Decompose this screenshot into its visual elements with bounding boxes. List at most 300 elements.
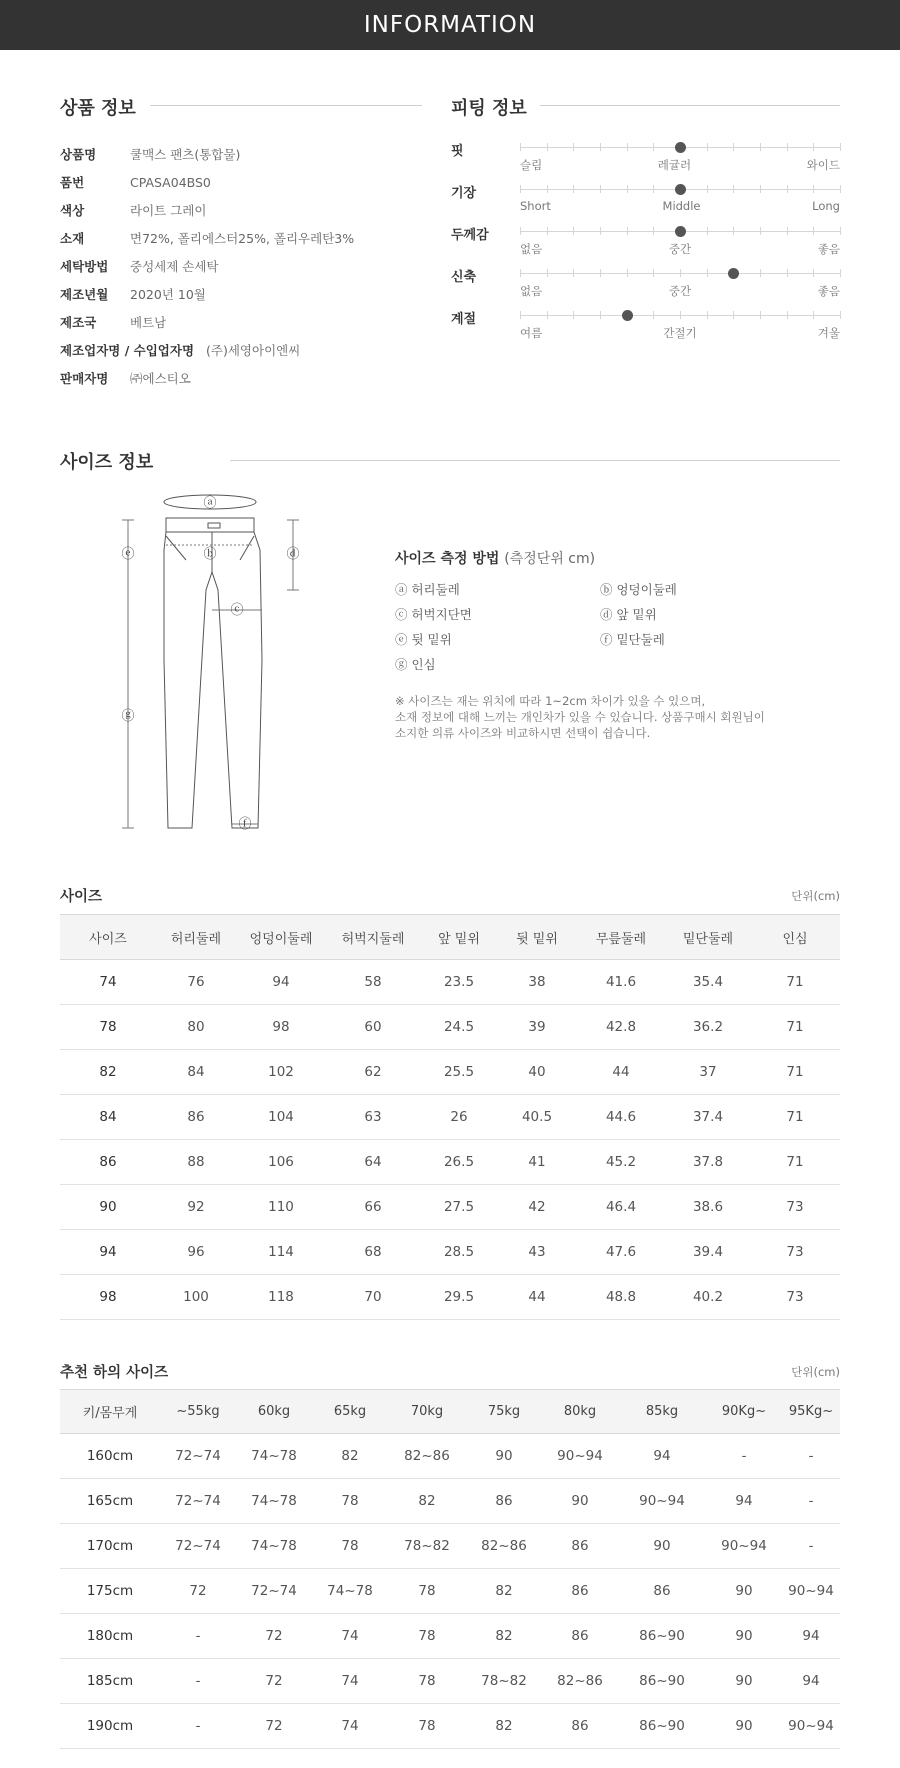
table-cell: 40 [498, 1050, 576, 1095]
table-header-cell: 85kg [618, 1390, 706, 1434]
fitting-row [451, 308, 841, 350]
table-cell: 90 [618, 1524, 706, 1569]
table-cell: 110 [236, 1185, 326, 1230]
table-row [60, 1704, 840, 1749]
scale-tick [680, 269, 681, 277]
table-row [60, 1050, 840, 1095]
product-info-value: 중성세제 손세탁 [130, 259, 219, 274]
table-cell: 39 [498, 1005, 576, 1050]
table-cell: 90 [706, 1704, 782, 1749]
table-cell: 90 [542, 1479, 618, 1524]
fitting-label: 핏 [451, 144, 464, 159]
table-cell: 90 [60, 1185, 156, 1230]
table-cell: 35.4 [666, 960, 750, 1005]
table-cell: 90~94 [706, 1524, 782, 1569]
table-cell: 86 [466, 1479, 542, 1524]
table-cell: 94 [782, 1659, 840, 1704]
table-row [60, 1140, 840, 1185]
table-cell: 94 [60, 1230, 156, 1275]
table-cell: 71 [750, 960, 840, 1005]
table-cell: 78~82 [388, 1524, 466, 1569]
header-bar [0, 0, 900, 50]
mark-d: ⓓ [286, 547, 300, 562]
table-cell: 100 [156, 1275, 236, 1320]
table-header-cell: 앞 밑위 [420, 915, 498, 960]
scale-tick [680, 311, 681, 319]
product-info-row [60, 280, 420, 308]
scale-tick [547, 143, 548, 151]
scale-tick [653, 311, 654, 319]
table-cell: 98 [236, 1005, 326, 1050]
table-cell: 78 [60, 1005, 156, 1050]
table-cell: 45.2 [576, 1140, 666, 1185]
table-row [60, 1614, 840, 1659]
measure-title: 사이즈 측정 방법 (측정단위 cm) [395, 551, 596, 567]
table-cell: 94 [236, 960, 326, 1005]
note-line: 소지한 의류 사이즈와 비교하시면 선택이 쉽습니다. [395, 726, 651, 741]
scale-tick [627, 185, 628, 193]
table-cell: 90~94 [782, 1569, 840, 1614]
table-cell: 25.5 [420, 1050, 498, 1095]
table-cell: 86 [542, 1524, 618, 1569]
table-header-cell: 키/몸무게 [60, 1390, 160, 1434]
scale-tick [760, 143, 761, 151]
product-info-row [60, 252, 420, 280]
table-header-cell: 허벅지둘레 [326, 915, 420, 960]
product-info-row [60, 168, 420, 196]
scale-tick [733, 185, 734, 193]
divider [230, 460, 840, 461]
table-cell: 41 [498, 1140, 576, 1185]
table-cell: - [160, 1614, 236, 1659]
scale-tick [840, 311, 841, 319]
table-cell: 44 [576, 1050, 666, 1095]
table-cell: - [160, 1704, 236, 1749]
table-row [60, 1185, 840, 1230]
table-cell: 86 [542, 1704, 618, 1749]
table-cell: 42 [498, 1185, 576, 1230]
table-cell: 118 [236, 1275, 326, 1320]
table-header-cell: 75kg [466, 1390, 542, 1434]
table-cell: 82~86 [542, 1659, 618, 1704]
measure-item: ⓒ 허벅지단면 [395, 607, 472, 622]
product-info-key: 품번 [60, 175, 85, 190]
product-info-value: (주)세영아이엔씨 [206, 343, 301, 358]
note-line: 소재 정보에 대해 느끼는 개인차가 있을 수 있습니다. 상품구매시 회원님이 [395, 710, 765, 725]
fitting-option: 없음 [520, 242, 543, 256]
table-cell: 90~94 [542, 1434, 618, 1479]
table-cell: 63 [326, 1095, 420, 1140]
fitting-level-dot [622, 310, 633, 321]
measure-item: ⓓ 앞 밑위 [600, 607, 657, 622]
scale-tick [733, 311, 734, 319]
table-cell: 86~90 [618, 1704, 706, 1749]
size-info-title: 사이즈 정보 [60, 452, 154, 473]
table-header-cell: 사이즈 [60, 915, 156, 960]
table-cell: 165cm [60, 1479, 160, 1524]
table-cell: 44 [498, 1275, 576, 1320]
table-cell: 72 [236, 1614, 312, 1659]
product-info-key: 제조년월 [60, 287, 109, 302]
table-cell: 41.6 [576, 960, 666, 1005]
scale-tick [840, 269, 841, 277]
table-cell: 64 [326, 1140, 420, 1185]
scale-tick [787, 269, 788, 277]
scale-tick [627, 143, 628, 151]
table-row [60, 1434, 840, 1479]
measure-item: ⓐ 허리둘레 [395, 582, 460, 597]
mark-g: ⓖ [121, 709, 135, 724]
table-header-cell: 80kg [542, 1390, 618, 1434]
product-info-list [60, 140, 420, 392]
table-cell: 94 [782, 1614, 840, 1659]
scale-tick [600, 143, 601, 151]
scale-tick [600, 185, 601, 193]
mark-a: ⓐ [203, 496, 217, 511]
fitting-option: 중간 [668, 242, 692, 256]
table-cell: 98 [60, 1275, 156, 1320]
measure-item: ⓔ 뒷 밑위 [395, 632, 452, 647]
fitting-option: 좋음 [817, 284, 840, 298]
table-cell: 96 [156, 1230, 236, 1275]
scale-tick [840, 185, 841, 193]
header-title: INFORMATION [363, 12, 537, 38]
table-cell: 27.5 [420, 1185, 498, 1230]
table-header-cell: 허리둘레 [156, 915, 236, 960]
table-header-cell: 90Kg~ [706, 1390, 782, 1434]
product-info-row [60, 224, 420, 252]
table-cell: 37.8 [666, 1140, 750, 1185]
scale-tick [787, 311, 788, 319]
table-header-cell: 60kg [236, 1390, 312, 1434]
scale-tick [787, 227, 788, 235]
scale-tick [760, 269, 761, 277]
scale-tick [653, 269, 654, 277]
product-info-key: 세탁방법 [60, 259, 109, 274]
fitting-options [520, 283, 840, 299]
table-cell: 82 [60, 1050, 156, 1095]
scale-tick [813, 269, 814, 277]
product-info-key: 색상 [60, 203, 85, 218]
measure-item: ⓑ 엉덩이둘레 [600, 582, 677, 597]
rec-table-unit: 단위(cm) [791, 1365, 840, 1379]
mark-e: ⓔ [121, 547, 135, 562]
scale-tick [653, 227, 654, 235]
scale-tick [707, 227, 708, 235]
fitting-options [520, 157, 840, 173]
table-row [60, 960, 840, 1005]
table-cell: 86~90 [618, 1614, 706, 1659]
fitting-option: 레귤러 [657, 158, 692, 172]
measure-item: ⓖ 인심 [395, 657, 436, 672]
scale-tick [813, 227, 814, 235]
product-info-row [60, 196, 420, 224]
table-cell: 86 [60, 1140, 156, 1185]
table-cell: - [782, 1479, 840, 1524]
scale-tick [520, 185, 521, 193]
scale-tick [627, 269, 628, 277]
scale-tick [760, 227, 761, 235]
fitting-label: 기장 [451, 186, 477, 201]
scale-tick [813, 185, 814, 193]
product-info-row [60, 364, 420, 392]
table-cell: 73 [750, 1230, 840, 1275]
scale-tick [600, 227, 601, 235]
table-cell: 82 [312, 1434, 388, 1479]
table-cell: 74 [312, 1704, 388, 1749]
table-cell: 86 [156, 1095, 236, 1140]
product-info-value: 면72%, 폴리에스터25%, 폴리우레탄3% [130, 231, 355, 246]
scale-tick [573, 185, 574, 193]
scale-tick [520, 311, 521, 319]
table-cell: 78 [388, 1704, 466, 1749]
product-info-row [60, 336, 420, 364]
scale-tick [840, 227, 841, 235]
size-table-unit: 단위(cm) [791, 889, 840, 903]
table-cell: 82~86 [466, 1524, 542, 1569]
fitting-row [451, 224, 841, 266]
mark-c: ⓒ [230, 603, 244, 618]
table-cell: 73 [750, 1275, 840, 1320]
table-cell: 74~78 [236, 1524, 312, 1569]
table-cell: 29.5 [420, 1275, 498, 1320]
fitting-options [520, 325, 840, 341]
table-cell: 72~74 [160, 1524, 236, 1569]
table-cell: 86 [542, 1614, 618, 1659]
table-cell: 160cm [60, 1434, 160, 1479]
scale-tick [813, 143, 814, 151]
table-cell: 72 [160, 1569, 236, 1614]
table-header-cell: 70kg [388, 1390, 466, 1434]
fitting-option: 좋음 [817, 242, 840, 256]
table-row [60, 1005, 840, 1050]
scale-tick [653, 185, 654, 193]
fitting-options [520, 199, 840, 213]
size-table-title: 사이즈 [60, 889, 103, 905]
table-cell: 90 [706, 1614, 782, 1659]
table-cell: 72~74 [160, 1479, 236, 1524]
table-cell: 24.5 [420, 1005, 498, 1050]
fitting-label: 두께감 [451, 228, 489, 243]
fitting-options [520, 241, 840, 257]
table-cell: 92 [156, 1185, 236, 1230]
fitting-option: 와이드 [806, 158, 840, 172]
fitting-scale [520, 315, 840, 316]
scale-tick [573, 269, 574, 277]
table-cell: 26.5 [420, 1140, 498, 1185]
table-cell: 71 [750, 1095, 840, 1140]
product-info-value: 베트남 [130, 315, 167, 330]
table-header-cell: 95Kg~ [782, 1390, 840, 1434]
table-cell: 70 [326, 1275, 420, 1320]
fitting-scale [520, 273, 840, 274]
note-line: ※ 사이즈는 재는 위치에 따라 1~2cm 차이가 있을 수 있으며, [395, 694, 706, 708]
table-cell: 74~78 [236, 1479, 312, 1524]
table-header-cell: 뒷 밑위 [498, 915, 576, 960]
fitting-level-dot [675, 226, 686, 237]
table-row [60, 1479, 840, 1524]
scale-tick [787, 185, 788, 193]
scale-tick [573, 227, 574, 235]
mark-b: ⓑ [203, 547, 217, 562]
fitting-option: Middle [662, 199, 701, 213]
table-cell: 38.6 [666, 1185, 750, 1230]
fitting-option: 없음 [520, 284, 543, 298]
table-cell: 86 [618, 1569, 706, 1614]
table-cell: 78 [388, 1614, 466, 1659]
fitting-row [451, 266, 841, 308]
table-cell: 36.2 [666, 1005, 750, 1050]
scale-tick [653, 143, 654, 151]
table-cell: 48.8 [576, 1275, 666, 1320]
fitting-option: 겨울 [817, 326, 840, 340]
table-cell: 180cm [60, 1614, 160, 1659]
fitting-option: 간절기 [663, 326, 697, 340]
table-cell: 82 [466, 1614, 542, 1659]
table-cell: 60 [326, 1005, 420, 1050]
table-cell: 72 [236, 1704, 312, 1749]
table-row [60, 1659, 840, 1704]
table-cell: 66 [326, 1185, 420, 1230]
table-cell: 90 [706, 1659, 782, 1704]
table-cell: 106 [236, 1140, 326, 1185]
scale-tick [707, 311, 708, 319]
scale-tick [813, 311, 814, 319]
table-cell: 102 [236, 1050, 326, 1095]
scale-tick [733, 143, 734, 151]
table-cell: 39.4 [666, 1230, 750, 1275]
divider [540, 105, 840, 106]
table-cell: 38 [498, 960, 576, 1005]
product-info-key: 제조업자명 / 수입업자명 [60, 343, 195, 358]
scale-tick [840, 143, 841, 151]
fitting-option: Short [520, 199, 551, 213]
table-cell: 62 [326, 1050, 420, 1095]
table-cell: 78 [388, 1569, 466, 1614]
scale-tick [760, 185, 761, 193]
table-cell: 37.4 [666, 1095, 750, 1140]
scale-tick [547, 185, 548, 193]
table-cell: 74~78 [236, 1434, 312, 1479]
table-row [60, 1230, 840, 1275]
scale-tick [760, 311, 761, 319]
table-cell: 78 [312, 1524, 388, 1569]
table-cell: 94 [618, 1434, 706, 1479]
table-row [60, 1275, 840, 1320]
size-table [60, 914, 840, 1320]
table-cell: 86 [542, 1569, 618, 1614]
table-cell: 90~94 [618, 1479, 706, 1524]
table-header-cell: 무릎둘레 [576, 915, 666, 960]
table-header-cell: 밑단둘레 [666, 915, 750, 960]
table-cell: - [782, 1524, 840, 1569]
fitting-scale [520, 189, 840, 190]
table-cell: 84 [60, 1095, 156, 1140]
table-cell: 170cm [60, 1524, 160, 1569]
table-cell: 72 [236, 1659, 312, 1704]
scale-tick [733, 227, 734, 235]
table-cell: 84 [156, 1050, 236, 1095]
fitting-scale [520, 147, 840, 148]
product-info-row [60, 308, 420, 336]
table-header-cell: 65kg [312, 1390, 388, 1434]
scale-tick [547, 311, 548, 319]
table-cell: 74 [312, 1614, 388, 1659]
divider [150, 105, 422, 106]
table-cell: - [160, 1659, 236, 1704]
fitting-label: 신축 [451, 270, 477, 285]
scale-tick [520, 227, 521, 235]
table-cell: 80 [156, 1005, 236, 1050]
table-cell: 58 [326, 960, 420, 1005]
table-cell: 26 [420, 1095, 498, 1140]
table-cell: 42.8 [576, 1005, 666, 1050]
product-info-key: 제조국 [60, 315, 97, 330]
table-cell: 71 [750, 1005, 840, 1050]
rec-table-title: 추천 하의 사이즈 [60, 1365, 169, 1381]
scale-tick [520, 143, 521, 151]
table-cell: 72~74 [236, 1569, 312, 1614]
table-cell: 82 [388, 1479, 466, 1524]
table-cell: 114 [236, 1230, 326, 1275]
fitting-option: 슬림 [520, 158, 543, 172]
table-cell: 74 [60, 960, 156, 1005]
table-cell: 43 [498, 1230, 576, 1275]
fitting-info-list [451, 140, 841, 350]
table-cell: 82 [466, 1569, 542, 1614]
table-cell: 76 [156, 960, 236, 1005]
scale-tick [600, 311, 601, 319]
table-cell: 82~86 [388, 1434, 466, 1479]
table-cell: 28.5 [420, 1230, 498, 1275]
table-cell: 71 [750, 1140, 840, 1185]
pants-diagram [100, 480, 320, 840]
table-cell: 72~74 [160, 1434, 236, 1479]
fitting-option: 여름 [520, 326, 543, 340]
table-cell: 88 [156, 1140, 236, 1185]
measure-items [395, 580, 855, 673]
scale-tick [627, 227, 628, 235]
scale-tick [573, 143, 574, 151]
table-header-cell: 인심 [750, 915, 840, 960]
table-row [60, 1095, 840, 1140]
table-cell: 82 [466, 1704, 542, 1749]
table-cell: 90~94 [782, 1704, 840, 1749]
scale-tick [547, 269, 548, 277]
table-cell: 71 [750, 1050, 840, 1095]
table-cell: 73 [750, 1185, 840, 1230]
product-info-value: 라이트 그레이 [130, 203, 207, 218]
scale-tick [707, 269, 708, 277]
table-cell: 46.4 [576, 1185, 666, 1230]
table-cell: 78 [312, 1479, 388, 1524]
table-row [60, 1524, 840, 1569]
table-row [60, 1569, 840, 1614]
scale-tick [600, 269, 601, 277]
product-info-value: ㈜에스티오 [130, 371, 191, 386]
table-cell: 40.2 [666, 1275, 750, 1320]
table-cell: 68 [326, 1230, 420, 1275]
fitting-level-dot [728, 268, 739, 279]
scale-tick [520, 269, 521, 277]
fitting-option: Long [812, 199, 840, 213]
table-cell: 90 [466, 1434, 542, 1479]
measure-note [395, 693, 855, 741]
table-cell: 104 [236, 1095, 326, 1140]
product-info-key: 소재 [60, 231, 85, 246]
scale-tick [547, 227, 548, 235]
product-info-value: CPASA04BS0 [130, 174, 211, 190]
